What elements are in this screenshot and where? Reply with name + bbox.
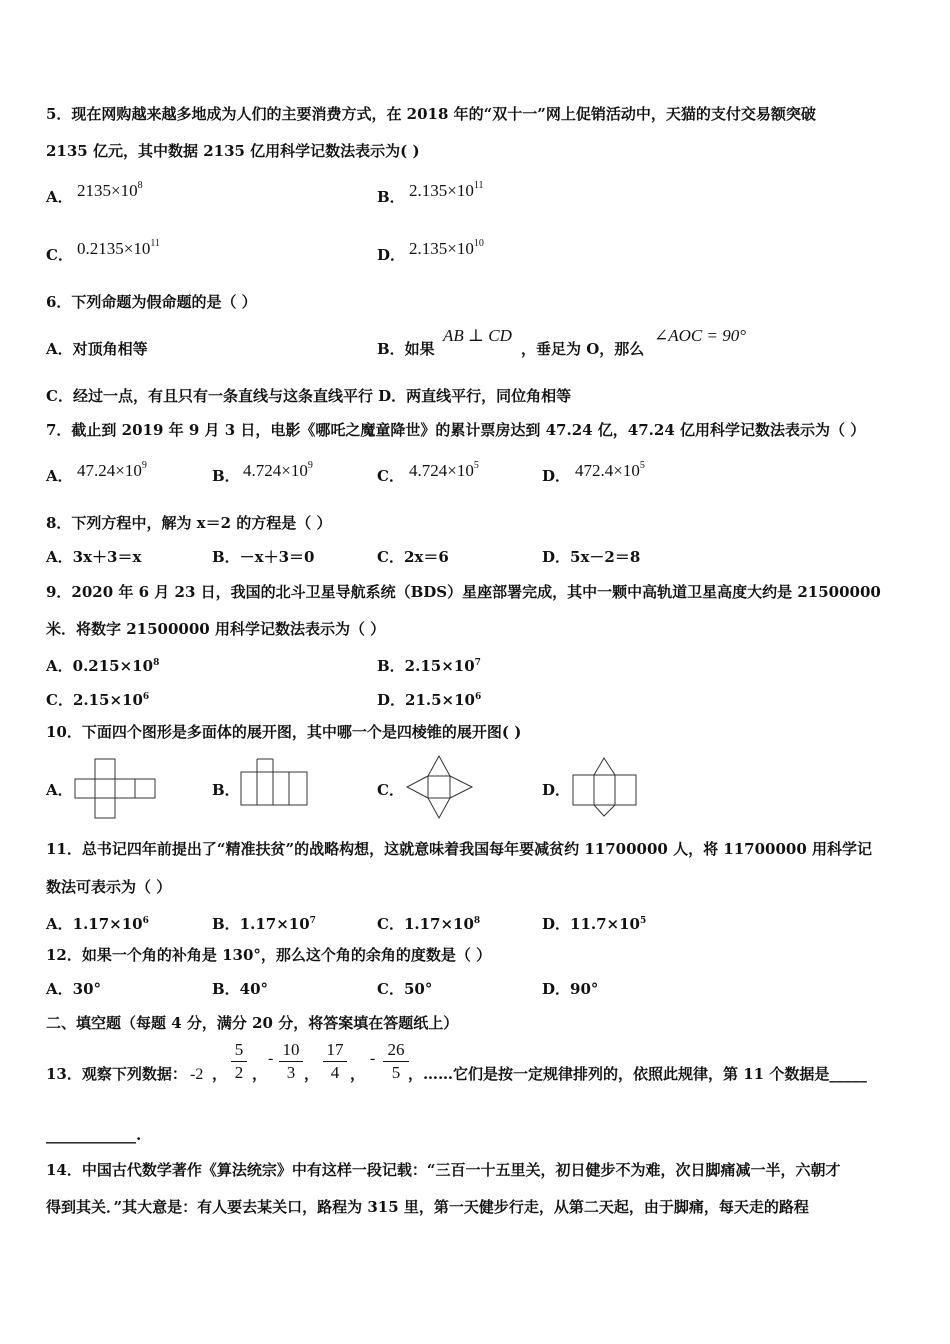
q13-prefix: 13．观察下列数据：	[46, 1065, 187, 1083]
q6-option-a: A．对顶角相等	[46, 340, 148, 358]
q11-stem-line2: 数法可表示为（ ）	[46, 878, 172, 896]
q9-stem-line1: 9．2020 年 6 月 23 日，我国的北斗卫星导航系统（BDS）星座部署完成，其中一颗中高轨道卫星高度大约是 21500000	[46, 583, 881, 601]
q12-option-a: A．30°	[46, 980, 102, 998]
q11-option-c: C．$1.17\times 10^8$	[377, 915, 481, 933]
q13-term-2-fraction: 5 2	[230, 1039, 248, 1084]
q6-option-b-prefix: B．如果	[377, 340, 435, 358]
q8-stem: 8．下列方程中，解为 x＝2 的方程是（ ）	[46, 514, 332, 532]
q10-stem: 10．下面四个图形是多面体的展开图，其中哪一个是四棱锥的展开图( )	[46, 723, 522, 741]
q7-stem: 7．截止到 2019 年 9 月 3 日，电影《哪吒之魔童降世》的累计票房达到 47.24 亿，47.24 亿用科学记数法表示为（ ）	[46, 421, 866, 439]
q8-option-d: D．5x－2＝8	[542, 548, 641, 566]
q6-option-b-math1: AB ⊥ CD	[443, 326, 512, 345]
q6-option-b-middle: ，垂足为 O，那么	[521, 340, 645, 358]
q11-stem-line1: 11．总书记四年前提出了“精准扶贫”的战略构想，这就意味着我国每年要减贫约 11700000 人，将 11700000 用科学记	[46, 840, 873, 858]
q6-stem: 6．下列命题为假命题的是（ ）	[46, 293, 257, 311]
q7-option-a-label: A．	[46, 467, 73, 485]
q5-stem-line1: 5．现在网购越来越多地成为人们的主要消费方式，在 2018 年的“双十一”网上促销活动中，天猫的支付交易额突破	[46, 105, 816, 123]
q9-option-d: D．$21.5\times 10^6$	[377, 691, 482, 709]
q13-comma-1: ，	[212, 1065, 228, 1083]
q12-option-d: D．90°	[542, 980, 599, 998]
q9-option-b: B．$2.15\times 10^7$	[377, 657, 481, 675]
q8-option-b: B．－x＋3＝0	[212, 548, 315, 566]
q12-stem: 12．如果一个角的补角是 130°，那么这个角的余角的度数是（ ）	[46, 946, 492, 964]
q13-term-3-sign: -	[268, 1050, 274, 1067]
q5-option-d-label: D．	[377, 246, 406, 264]
q13-comma-2: ，	[252, 1065, 268, 1083]
q7-option-a-value: $47.24\times 10^9$	[77, 460, 147, 480]
q13-comma-4: ，	[350, 1065, 366, 1083]
q7-option-c-value: $4.724\times 10^5$	[409, 460, 479, 480]
q10-figure-a-cube-net	[74, 758, 158, 820]
q14-stem-line1: 14．中国古代数学著作《算法统宗》中有这样一段记载：“三百一十五里关，初日健步不为难，次日脚痛减一半，六朝才	[46, 1161, 841, 1179]
q10-option-a-label: A．	[46, 781, 73, 799]
q7-option-b-label: B．	[212, 467, 240, 485]
q13-term-4-fraction: 17 4	[322, 1039, 348, 1084]
q13-comma-3: ，	[304, 1065, 320, 1083]
q10-option-b-label: B．	[212, 781, 240, 799]
q14-stem-line2: 得到其关．”其大意是：有人要去某关口，路程为 315 里，第一天健步行走，从第二天起，由于脚痛，每天走的路程	[46, 1198, 809, 1216]
q13-suffix: ，……它们是按一定规律排列的，依照此规律，第 11 个数据是_____	[408, 1065, 867, 1083]
q11-option-d: D．$11.7\times 10^5$	[542, 915, 647, 933]
q12-option-b: B．40°	[212, 980, 269, 998]
q5-option-c-value: $0.2135\times 10^{11}$	[77, 238, 160, 258]
q5-option-d-value: $2.135\times 10^{10}$	[409, 238, 484, 258]
q11-option-b: B．$1.17\times 10^7$	[212, 915, 316, 933]
q13-term-5-fraction: 26 5	[382, 1039, 410, 1084]
q9-option-a: A．$0.215\times 10^8$	[46, 657, 160, 675]
q13-term-1: -2	[190, 1066, 204, 1083]
q13-answer-blank: ____________.	[46, 1126, 142, 1144]
q7-option-b-value: $4.724\times 10^9$	[243, 460, 313, 480]
q5-option-b-label: B．	[377, 188, 405, 206]
q9-option-c: C．$2.15\times 10^6$	[46, 691, 150, 709]
q9-stem-line2: 米．将数字 21500000 用科学记数法表示为（ ）	[46, 620, 386, 638]
q10-figure-c-pyramid-net	[404, 754, 476, 820]
q5-option-a-value: $2135\times 10^8$	[77, 180, 143, 200]
q13-term-3-fraction: 10 3	[278, 1039, 304, 1084]
q12-option-c: C．50°	[377, 980, 433, 998]
q11-option-a: A．$1.17\times 10^6$	[46, 915, 149, 933]
q6-option-b-math2: ∠AOC = 90°	[654, 326, 747, 345]
q7-option-d-value: $472.4\times 10^5$	[575, 460, 645, 480]
section-2-heading: 二、填空题（每题 4 分，满分 20 分，将答案填在答题纸上）	[46, 1014, 459, 1032]
q13-term-5-sign: -	[370, 1050, 376, 1067]
q5-stem-line2: 2135 亿元，其中数据 2135 亿用科学记数法表示为( )	[46, 142, 420, 160]
q5-option-b-value: $2.135\times 10^{11}$	[409, 180, 484, 200]
q5-option-c-label: C．	[46, 246, 73, 264]
q10-option-c-label: C．	[377, 781, 404, 799]
q7-option-d-label: D．	[542, 467, 571, 485]
q10-option-d-label: D．	[542, 781, 571, 799]
q10-figure-b-prism-net	[240, 758, 310, 808]
q10-figure-d-prism-net	[572, 756, 640, 818]
q6-option-cd: C．经过一点，有且只有一条直线与这条直线平行 D．两直线平行，同位角相等	[46, 387, 572, 405]
q8-option-a: A．3x＋3＝x	[46, 548, 142, 566]
q5-option-a-label: A．	[46, 188, 73, 206]
q7-option-c-label: C．	[377, 467, 404, 485]
q8-option-c: C．2x＝6	[377, 548, 449, 566]
